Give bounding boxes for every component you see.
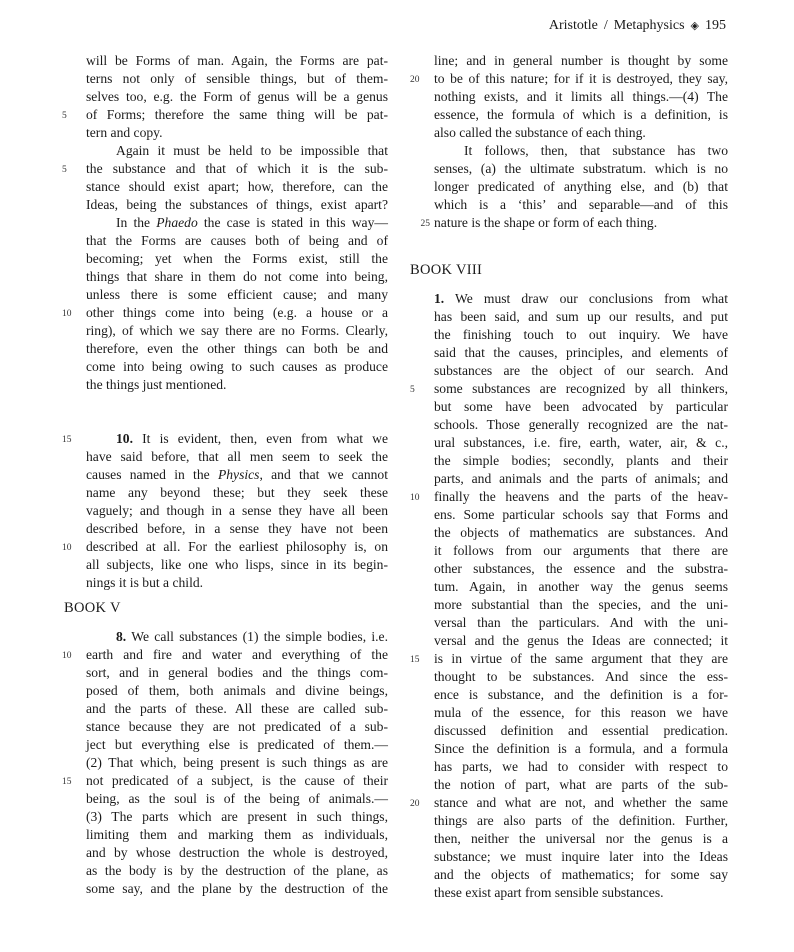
- text-line: 20 to be of this nature; for if it is destroyed, they say,: [434, 70, 728, 88]
- text-line: senses, (a) the ultimate substratum. which is no: [434, 161, 728, 176]
- text-line: limiting them and marking them as individuals,: [86, 827, 388, 842]
- text-line: therefore, even the other things can both be and: [86, 341, 388, 356]
- text-line: all subjects, like one who lisps, since in its begin-: [86, 557, 388, 572]
- text-line: but some have been advocated by particular: [434, 399, 728, 414]
- book-viii-heading: BOOK VIII: [410, 262, 483, 278]
- section-number: 1.: [434, 291, 445, 306]
- text-line: other substances, the essence and the substra-: [434, 561, 728, 576]
- section-number: 10.: [116, 431, 133, 446]
- margin-line-number: 10: [62, 309, 72, 319]
- text-line: the notion of part, what are parts of the sub-: [434, 777, 728, 792]
- text-line: tern and copy.: [86, 125, 163, 140]
- text-line: essence, the formula of which is a definition, is: [434, 107, 728, 122]
- text-line: nings it is but a child.: [86, 575, 204, 590]
- margin-line-number: 10: [62, 651, 72, 661]
- paragraph: [62, 214, 388, 394]
- text-line: vaguely; and though in a sense they have all been: [86, 503, 388, 518]
- text-line: it follows from our arguments that there are: [434, 543, 728, 558]
- text-line: (3) The parts which are present in such things,: [86, 809, 388, 824]
- text-line: tum. Again, in another way the genus seems: [434, 579, 728, 594]
- paragraph: [420, 142, 728, 232]
- text-line: 10 earth and fire and water and everything of the: [86, 646, 388, 664]
- text-line: come into being owing to such causes as produce: [86, 359, 388, 374]
- text-line: 5 of Forms; therefore the same thing will be pat-: [86, 106, 388, 124]
- text-line: 5 the substance and that of which it is the sub-: [86, 160, 388, 178]
- text-line: the finishing touch to out inquiry. We have: [434, 327, 728, 342]
- running-header: [549, 18, 726, 34]
- margin-line-number: 5: [410, 385, 415, 395]
- text-line: becoming; yet when the Forms exist, still the: [86, 251, 388, 266]
- text-line: which is a ‘this’ and separable—and of this: [434, 197, 728, 212]
- section-number: 8.: [116, 629, 127, 644]
- text-line: 10 other things come into being (e.g. a house or a: [86, 304, 388, 322]
- text-line: then, neither the universal nor the genus is a: [434, 831, 728, 846]
- text-line: substance; we must inquire later into the Ideas: [434, 849, 728, 864]
- text-line: schools. Those generally recognized are the nat-: [434, 417, 728, 432]
- text-line: stance should exist apart; how, therefore, can the: [86, 179, 388, 194]
- text-line: name any beyond these; but they seek these: [86, 485, 388, 500]
- text-line: have said before, that all men seem to seek the: [86, 449, 388, 464]
- text-line: the things just mentioned.: [86, 377, 227, 392]
- paragraph: [62, 430, 388, 592]
- right-column-book-viii: [410, 290, 728, 902]
- text-line: more substantial than the species, and the uni-: [434, 597, 728, 612]
- text-line: sort, and in general bodies and the things com-: [86, 665, 388, 680]
- margin-line-number: 10: [410, 493, 420, 503]
- margin-line-number: 5: [62, 165, 67, 175]
- text-line: ural substances, i.e. fire, earth, water, air, & c.,: [434, 435, 728, 450]
- text-line: It follows, then, that substance has two: [464, 143, 728, 158]
- margin-line-number: 25: [420, 219, 430, 229]
- left-column-book-v: [62, 628, 388, 898]
- text-line: terns not only of sensible things, but of them-: [86, 71, 388, 86]
- text-line: versal than the particulars. And with the uni-: [434, 615, 728, 630]
- text-line: and the parts of these. All these are called sub-: [86, 701, 388, 716]
- text-line: ens. Some particular schools say that Forms and: [434, 507, 728, 522]
- text-line: nothing exists, and it limits all things.—(4) The: [434, 89, 728, 104]
- text-line: 25 nature is the shape or form of each thing.: [434, 214, 728, 232]
- text-line: unless there is some efficient cause; and many: [86, 287, 388, 302]
- text-line: line; and in general number is thought by some: [434, 53, 728, 68]
- text-line: said that the causes, principles, and elements of: [434, 345, 728, 360]
- text-line: ence is substance, and the definition is a for-: [434, 687, 728, 702]
- header-author: Aristotle: [548, 18, 598, 33]
- text-line: thought to be substances. And since the ess-: [434, 669, 728, 684]
- text-line: Again it must be held to be impossible that: [116, 143, 388, 158]
- text-line: ring), of which we say there are no Forms. Clearly,: [86, 323, 388, 338]
- text-line: as the body is by the destruction of the plane, as: [86, 863, 388, 878]
- text-line: and by whose destruction the whole is destroyed,: [86, 845, 388, 860]
- margin-line-number: 15: [62, 777, 72, 787]
- left-column: [62, 52, 388, 592]
- book-v-heading: BOOK V: [64, 600, 121, 616]
- header-title: Metaphysics: [613, 18, 685, 33]
- text-line: 8. We call substances (1) the simple bodies, i.e.: [116, 629, 388, 644]
- text-line: will be Forms of man. Again, the Forms are pat-: [86, 53, 388, 68]
- text-line: some say, and the plane by the destruction of the: [86, 881, 388, 896]
- paragraph: [410, 290, 728, 902]
- text-line: stance because they are not predicated of a sub-: [86, 719, 388, 734]
- paragraph: [62, 52, 388, 142]
- header-separator: /: [603, 18, 608, 33]
- margin-line-number: 20: [410, 75, 420, 85]
- text-line: the simple bodies; secondly, plants and their: [434, 453, 728, 468]
- text-line: substances are the object of our search. And: [434, 363, 728, 378]
- text-line: 20 stance and what are not, and whether the same: [434, 794, 728, 812]
- text-line: mula of the essence, for this reason we have: [434, 705, 728, 720]
- text-line: Since the definition is a formula, and a formula: [434, 741, 728, 756]
- text-line: 15 is in virtue of the same argument that they are: [434, 650, 728, 668]
- text-line: causes named in the Physics, and that we cannot: [86, 467, 388, 482]
- text-line: 1. We must draw our conclusions from what: [434, 291, 728, 306]
- text-line: selves too, e.g. the Form of genus will be a genus: [86, 89, 388, 104]
- text-line: 15 not predicated of a subject, is the cause of their: [86, 772, 388, 790]
- text-line: versal and the genus the Ideas are connected; it: [434, 633, 728, 648]
- text-line: Ideas, being the substances of things, exist apart?: [86, 197, 388, 212]
- text-line: also called the substance of each thing.: [434, 125, 646, 140]
- text-line: these exist apart from sensible substances.: [434, 885, 664, 900]
- text-line: things that share in them do not come into being,: [86, 269, 388, 284]
- text-line: has been said, and sum up our results, and put: [434, 309, 728, 324]
- text-line: and the objects of mathematics; for some say: [434, 867, 728, 882]
- text-line: things are also parts of the definition. Further,: [434, 813, 728, 828]
- text-line: has parts, we had to consider with respect to: [434, 759, 728, 774]
- paragraph: [410, 52, 728, 142]
- text-line: (2) That which, being present is such things as are: [86, 755, 388, 770]
- text-line: discussed definition and essential predication.: [434, 723, 728, 738]
- margin-line-number: 20: [410, 799, 420, 809]
- paragraph: [62, 628, 388, 898]
- ornament-icon: ◈: [690, 20, 699, 32]
- margin-line-number: 15: [410, 655, 420, 665]
- text-line: 15 10. It is evident, then, even from what we: [86, 430, 388, 448]
- paragraph: [62, 142, 388, 214]
- margin-line-number: 15: [62, 435, 72, 445]
- text-line: parts, and animals and the parts of animals; and: [434, 471, 728, 486]
- text-line: longer predicated of anything else, and (b) that: [434, 179, 728, 194]
- text-line: 10 described at all. For the earliest philosophy is, on: [86, 538, 388, 556]
- page-number: 195: [705, 18, 726, 33]
- text-line: 10 finally the heavens and the parts of the heav-: [434, 488, 728, 506]
- text-line: described before, in a sense they have not been: [86, 521, 388, 536]
- text-line: that the Forms are causes both of being and of: [86, 233, 388, 248]
- text-line: In the Phaedo the case is stated in this way—: [116, 215, 388, 230]
- text-line: posed of them, both animals and divine beings,: [86, 683, 388, 698]
- text-line: ject but everything else is predicated of them.—: [86, 737, 388, 752]
- margin-line-number: 10: [62, 543, 72, 553]
- right-column: [410, 52, 728, 232]
- text-line: the objects of mathematics are substances. And: [434, 525, 728, 540]
- text-line: being, as the soul is of the being of animals.—: [86, 791, 388, 806]
- text-line: 5 some substances are recognized by all thinkers,: [434, 380, 728, 398]
- margin-line-number: 5: [62, 111, 67, 121]
